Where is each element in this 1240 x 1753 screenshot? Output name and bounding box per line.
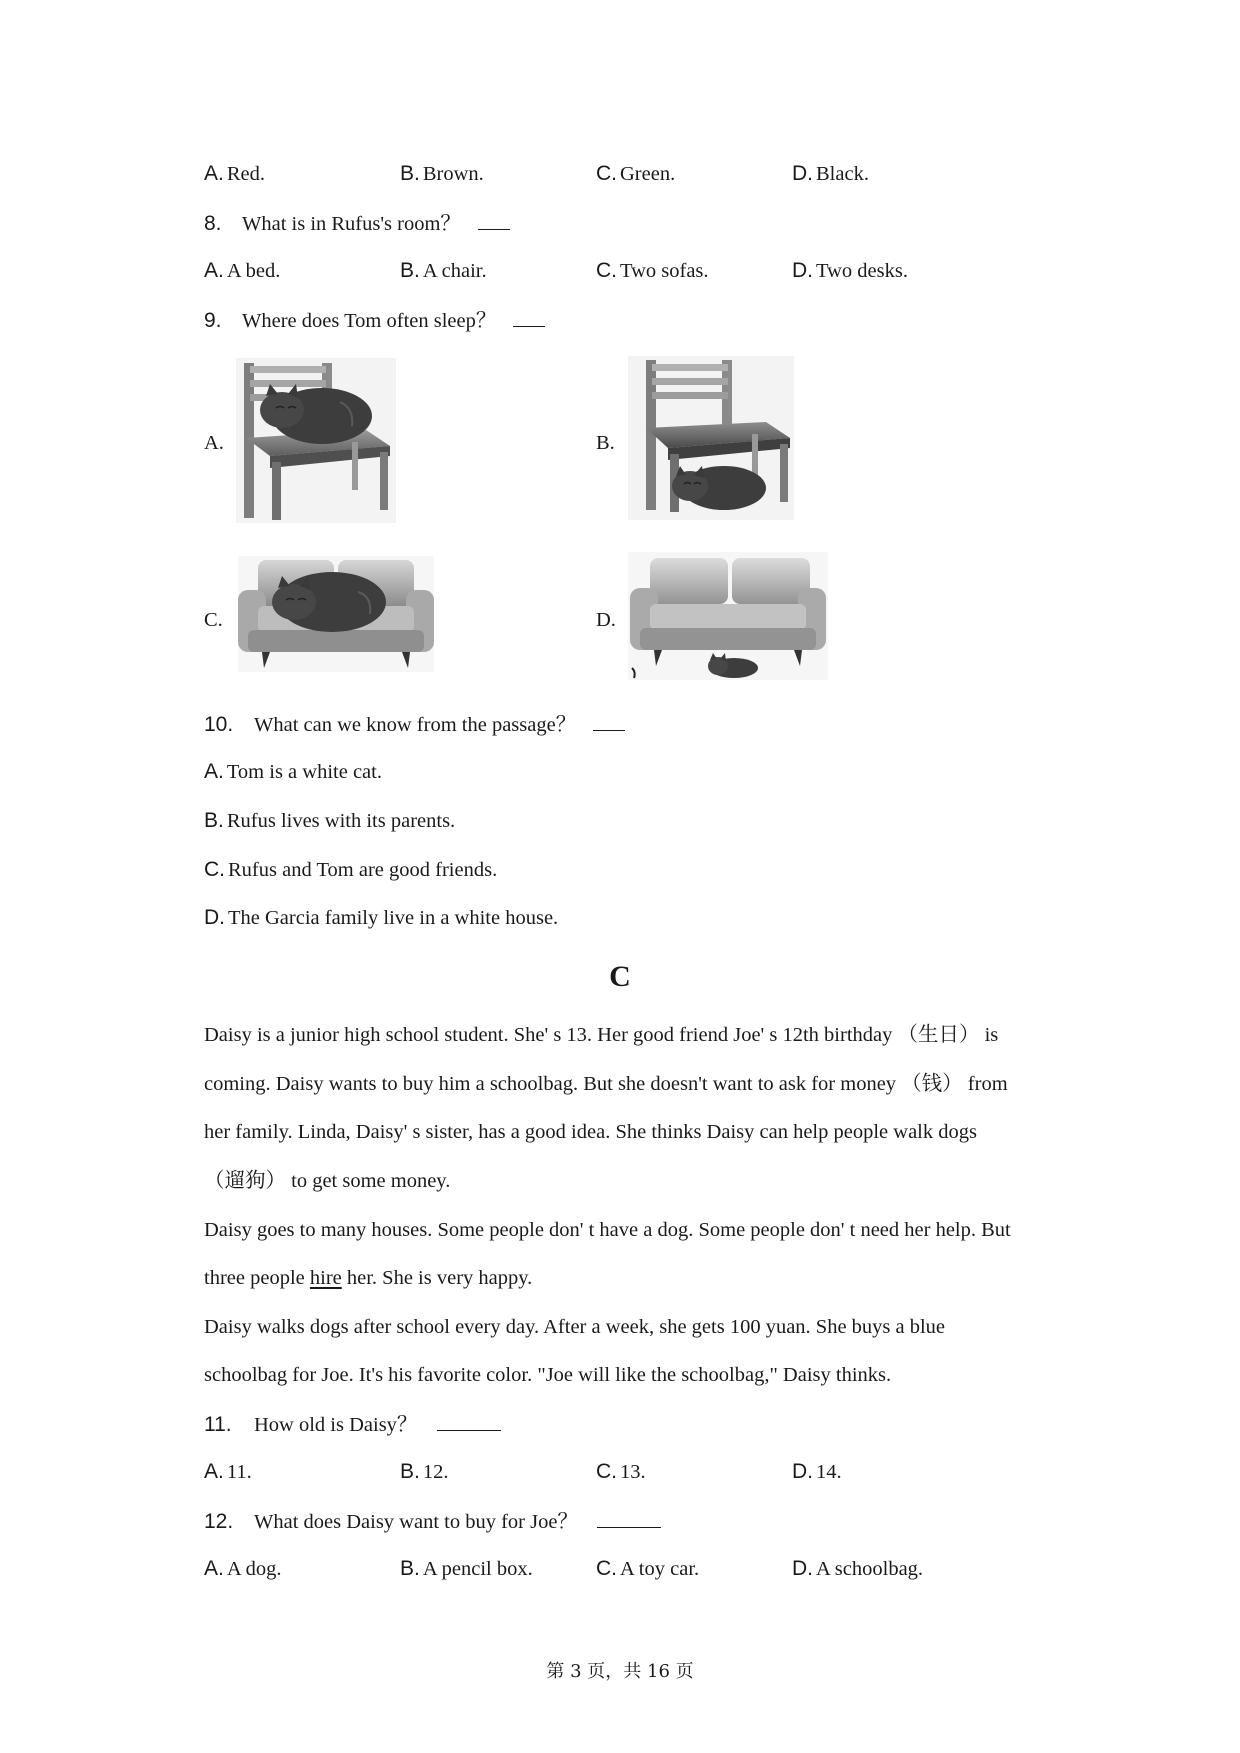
cat-under-chair-image[interactable] bbox=[628, 356, 794, 520]
passage-line bbox=[204, 1169, 1074, 1193]
passage-text: three people bbox=[204, 1267, 310, 1289]
q11-option-a[interactable]: A. 11. bbox=[204, 1460, 252, 1483]
q7-option-c[interactable]: C. Green. bbox=[596, 162, 676, 185]
passage-text: coming. Daisy wants to buy him a schoolbag. But she doesn't want to ask for money （钱） from bbox=[204, 1073, 1008, 1095]
passage-line bbox=[204, 1218, 1074, 1242]
cat-under-sofa-image[interactable] bbox=[628, 552, 828, 680]
q9-option-c-label: C. bbox=[204, 609, 223, 631]
q10-question: 10. What can we know from the passage？ bbox=[204, 712, 625, 737]
q10-option-a[interactable]: A. Tom is a white cat. bbox=[204, 760, 382, 783]
q12-question: 12. What does Daisy want to buy for Joe？ bbox=[204, 1509, 661, 1534]
q7-option-a[interactable]: A. Red. bbox=[204, 162, 265, 185]
q7-option-d[interactable]: D. Black. bbox=[792, 162, 869, 185]
q12-option-a[interactable]: A. A dog. bbox=[204, 1557, 282, 1580]
passage-text: her. She is very happy. bbox=[341, 1267, 533, 1289]
passage-text: Daisy is a junior high school student. She' s 13. Her good friend Joe' s 12th birthday （生日） is bbox=[204, 1024, 999, 1046]
passage-line bbox=[204, 1266, 1074, 1290]
q8-option-a[interactable]: A. A bed. bbox=[204, 259, 281, 282]
passage-text: Daisy walks dogs after school every day. After a week, she gets 100 yuan. She buys a blue bbox=[204, 1316, 946, 1338]
q11-option-d[interactable]: D. 14. bbox=[792, 1460, 842, 1483]
q11-option-b[interactable]: B. 12. bbox=[400, 1460, 449, 1483]
passage-text: her family. Linda, Daisy' s sister, has a good idea. She thinks Daisy can help people walk dogs bbox=[204, 1121, 977, 1143]
passage-text: Daisy goes to many houses. Some people don' t have a dog. Some people don' t need her help. But bbox=[204, 1219, 1011, 1241]
passage-text: schoolbag for Joe. It's his favorite color. "Joe will like the schoolbag," Daisy thinks. bbox=[204, 1364, 892, 1386]
q8-option-d[interactable]: D. Two desks. bbox=[792, 259, 908, 282]
answer-blank[interactable] bbox=[437, 1412, 501, 1431]
q9-question: 9. Where does Tom often sleep？ bbox=[204, 308, 545, 333]
q12-option-d[interactable]: D. A schoolbag. bbox=[792, 1557, 924, 1580]
cat-on-sofa-image[interactable] bbox=[238, 556, 434, 672]
answer-blank[interactable] bbox=[513, 308, 545, 327]
q9-option-a-label: A. bbox=[204, 432, 224, 454]
answer-blank[interactable] bbox=[597, 1509, 661, 1528]
passage-line bbox=[204, 1120, 1074, 1144]
q9-option-d-label: D. bbox=[596, 609, 616, 631]
q8-option-c[interactable]: C. Two sofas. bbox=[596, 259, 709, 282]
cat-on-chair-image[interactable] bbox=[236, 358, 396, 523]
q11-option-c[interactable]: C. 13. bbox=[596, 1460, 646, 1483]
passage-line bbox=[204, 1363, 1074, 1387]
q10-option-d[interactable]: D. The Garcia family live in a white house. bbox=[204, 906, 559, 929]
passage-line bbox=[204, 1315, 1074, 1339]
q12-option-b[interactable]: B. A pencil box. bbox=[400, 1557, 533, 1580]
q9-option-b-label: B. bbox=[596, 432, 615, 454]
answer-blank[interactable] bbox=[478, 211, 510, 230]
q10-option-c[interactable]: C. Rufus and Tom are good friends. bbox=[204, 858, 498, 881]
passage-line bbox=[204, 1023, 1074, 1047]
passage-text: （遛狗） to get some money. bbox=[204, 1170, 451, 1192]
section-heading: C bbox=[609, 960, 631, 993]
q11-question: 11. How old is Daisy？ bbox=[204, 1412, 501, 1437]
q7-option-b[interactable]: B. Brown. bbox=[400, 162, 484, 185]
underlined-word: hire bbox=[309, 1267, 342, 1289]
answer-blank[interactable] bbox=[593, 712, 625, 731]
q10-option-b[interactable]: B. Rufus lives with its parents. bbox=[204, 809, 456, 832]
q12-option-c[interactable]: C. A toy car. bbox=[596, 1557, 700, 1580]
page-number-footer: 第 3 页，共 16 页 bbox=[546, 1661, 694, 1682]
q8-question: 8. What is in Rufus's room？ bbox=[204, 211, 510, 236]
passage-line bbox=[204, 1072, 1074, 1096]
q8-option-b[interactable]: B. A chair. bbox=[400, 259, 487, 282]
